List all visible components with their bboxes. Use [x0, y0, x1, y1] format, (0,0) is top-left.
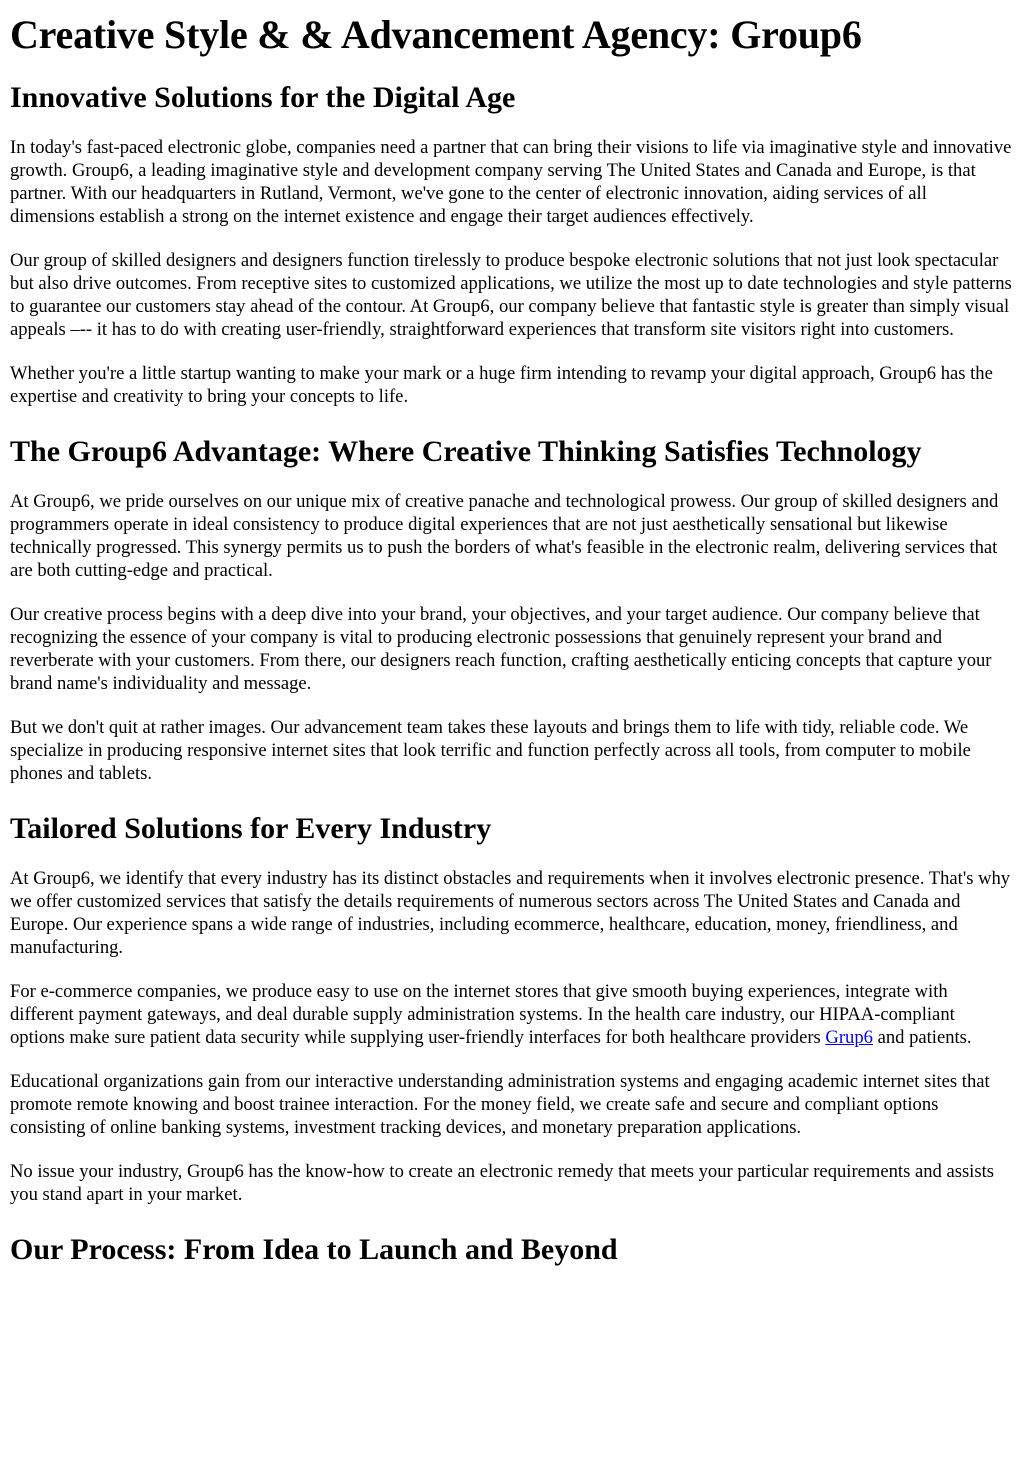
paragraph: Our creative process begins with a deep dive into your brand, your objectives, and your target audience. Our company believe that recognizing the essence of your company is vital to producing electronic possessions that genuinely represent your brand and reverberate with your customers. From there, our designers reach function, crafting aesthetically enticing concepts that capture your brand name's individuality and message.	[10, 604, 992, 694]
paragraph: No issue your industry, Group6 has the know-how to create an electronic remedy that meets your particular requirements and assists you stand apart in your market.	[10, 1161, 994, 1205]
page-title: Creative Style & & Advancement Agency: Group6	[10, 12, 862, 57]
paragraph: At Group6, we pride ourselves on our unique mix of creative panache and technological prowess. Our group of skilled designers and programmers operate in ideal consistency to produce digital experiences that are not just aesthetically sensational but likewise technically progressed. This synergy permits us to push the borders of what's feasible in the electronic realm, delivering services that are both cutting-edge and practical.	[10, 491, 999, 581]
section-heading: Our Process: From Idea to Launch and Beyond	[10, 1233, 618, 1266]
paragraph: Whether you're a little startup wanting to make your mark or a huge firm intending to revamp your digital approach, Group6 has the expertise and creativity to bring your concepts to life.	[10, 363, 993, 407]
paragraph: In today's fast-paced electronic globe, companies need a partner that can bring their visions to life via imaginative style and innovative growth. Group6, a leading imaginative style and development company serving The United States and Canada and Europe, is that partner. With our headquarters in Rutland, Vermont, we've gone to the center of electronic innovation, aiding services of all dimensions establish a strong on the internet existence and engage their target audiences effectively.	[10, 137, 1012, 227]
paragraph: Educational organizations gain from our interactive understanding administration systems and engaging academic internet sites that promote remote knowing and boost trainee interaction. For the money field, we create safe and secure and compliant options consisting of online banking systems, investment tracking devices, and monetary preparation applications.	[10, 1071, 990, 1138]
section-heading: Tailored Solutions for Every Industry	[10, 812, 492, 845]
paragraph: At Group6, we identify that every industry has its distinct obstacles and requirements when it involves electronic presence. That's why we offer customized services that satisfy the details requirements of numerous sectors across The United States and Canada and Europe. Our experience spans a wide range of industries, including ecommerce, healthcare, education, money, friendliness, and manufacturing.	[10, 868, 1011, 958]
paragraph: Our group of skilled designers and designers function tirelessly to produce bespoke electronic solutions that not just look spectacular but also drive outcomes. From receptive sites to customized applications, we utilize the most up to date technologies and style patterns to guarantee our customers stay ahead of the contour. At Group6, our company believe that fantastic style is greater than simply visual appeals –-- it has to do with creating user-friendly, straightforward experiences that transform site visitors right into customers.	[10, 250, 1012, 340]
section-group6-advantage	[10, 435, 1014, 785]
section-our-process	[10, 1233, 1014, 1267]
section-tailored-solutions	[10, 812, 1014, 1206]
paragraph-with-link	[10, 980, 1014, 1049]
paragraph-text: and patients.	[872, 1027, 972, 1048]
section-heading: Innovative Solutions for the Digital Age	[10, 81, 516, 114]
section-innovative-solutions	[10, 81, 1014, 408]
paragraph-text: For e-commerce companies, we produce easy to use on the internet stores that give smooth buying experiences, integrate with different payment gateways, and deal durable supply administration systems. In the health care industry, our HIPAA-compliant options make sure patient data security while supplying user-friendly interfaces for both healthcare providers	[10, 981, 955, 1048]
grup6-link[interactable]: Grup6	[825, 1027, 873, 1048]
paragraph: But we don't quit at rather images. Our advancement team takes these layouts and brings them to life with tidy, reliable code. We specialize in producing responsive internet sites that look terrific and function perfectly across all tools, from computer to mobile phones and tablets.	[10, 717, 971, 784]
section-heading: The Group6 Advantage: Where Creative Thinking Satisfies Technology	[10, 435, 922, 468]
